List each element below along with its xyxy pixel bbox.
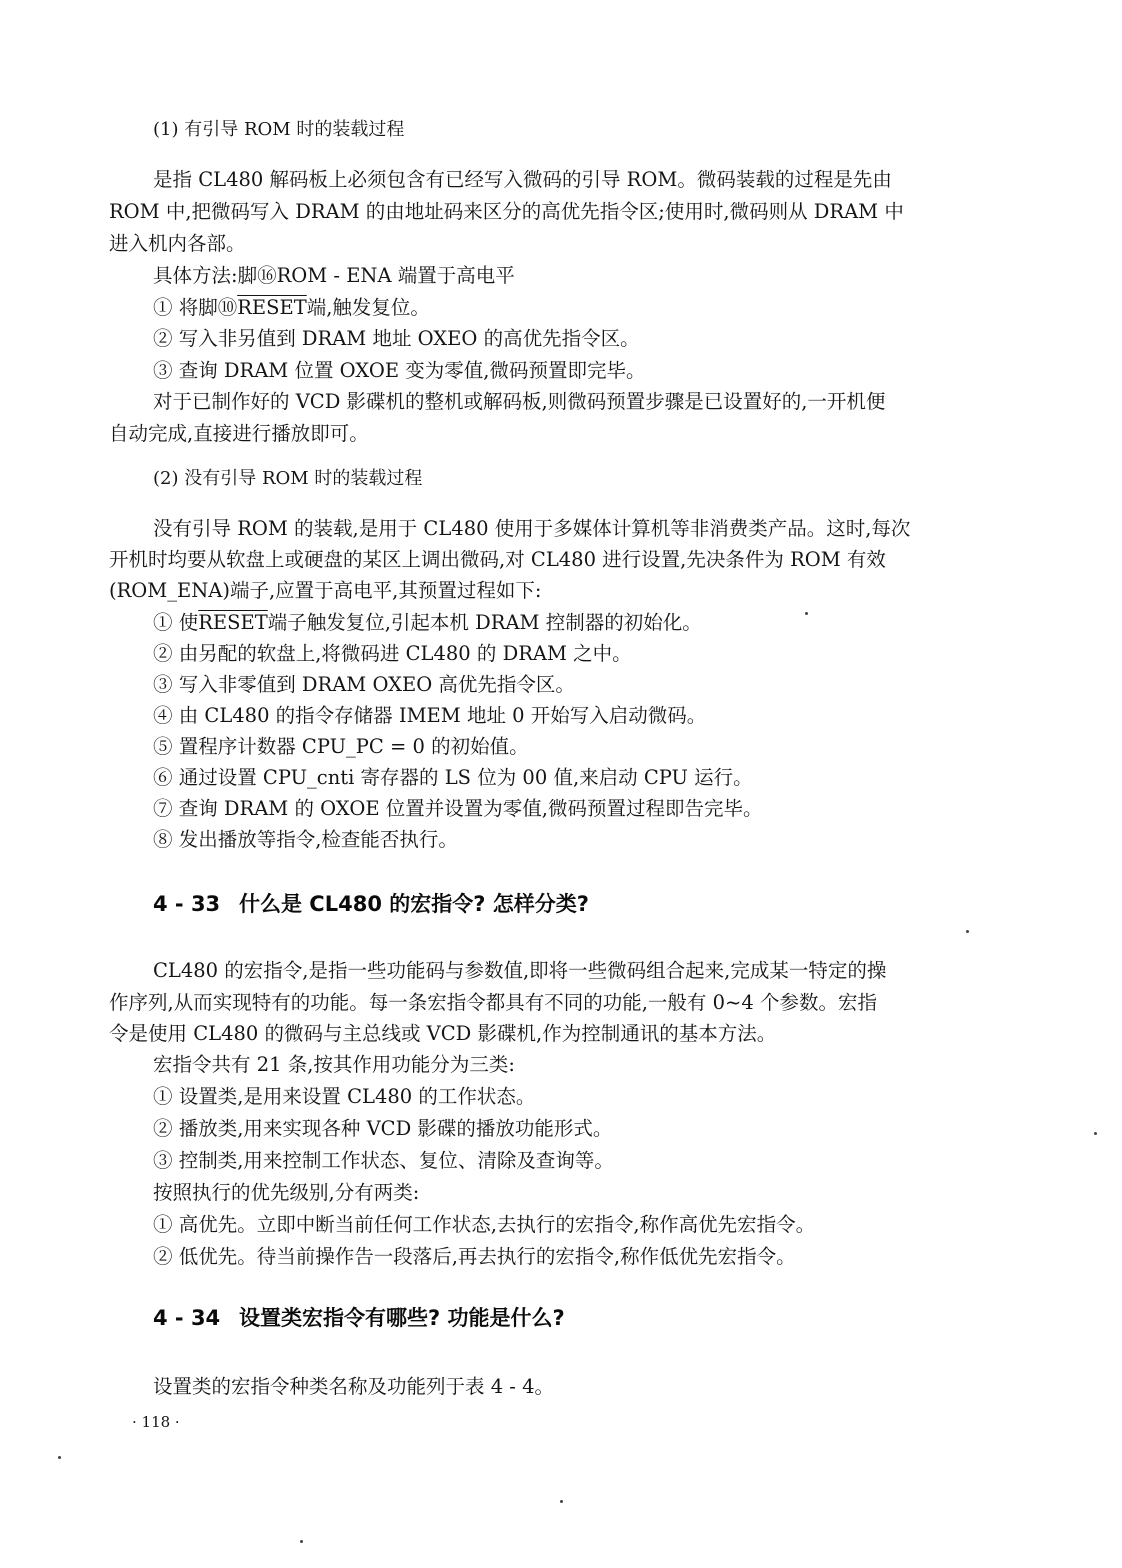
scan-speck (966, 930, 969, 933)
paragraph-line: 开机时均要从软盘上或硬盘的某区上调出微码,对 CL480 进行设置,先决条件为 ROM 有效 (109, 548, 886, 571)
list-item: ② 由另配的软盘上,将微码进 CL480 的 DRAM 之中。 (153, 642, 632, 665)
list-item: ② 低优先。待当前操作告一段落后,再去执行的宏指令,称作低优先宏指令。 (153, 1245, 796, 1268)
paragraph-line: 没有引导 ROM 的装载,是用于 CL480 使用于多媒体计算机等非消费类产品。这时,每次 (153, 517, 911, 540)
paragraph-line: 宏指令共有 21 条,按其作用功能分为三类: (153, 1053, 515, 1076)
step-suffix: 端,触发复位。 (306, 296, 430, 319)
list-item: ③ 写入非零值到 DRAM OXEO 高优先指令区。 (153, 673, 575, 696)
step-prefix: ① 将脚⑩ (153, 296, 238, 319)
scan-speck (560, 1500, 563, 1503)
scan-speck (300, 1540, 303, 1543)
list-item (153, 610, 702, 636)
paragraph-line: 作序列,从而实现特有的功能。每一条宏指令都具有不同的功能,一般有 0~4 个参数。宏指 (109, 991, 877, 1014)
list-item: ② 写入非另值到 DRAM 地址 OXEO 的高优先指令区。 (153, 327, 640, 350)
reset-overline-text: RESET (198, 611, 268, 634)
subheading-without-boot-rom: (2) 没有引导 ROM 时的装载过程 (153, 468, 423, 489)
list-item: ③ 查询 DRAM 位置 OXOE 变为零值,微码预置即完毕。 (153, 359, 646, 382)
paragraph-line: 自动完成,直接进行播放即可。 (109, 422, 369, 445)
heading-number: 4 - 34 (153, 1306, 221, 1330)
list-item: ⑤ 置程序计数器 CPU_PC = 0 的初始值。 (153, 735, 529, 758)
reset-overline-text: RESET (237, 296, 307, 319)
step-suffix: 端子触发复位,引起本机 DRAM 控制器的初始化。 (267, 611, 702, 634)
subheading-with-boot-rom: (1) 有引导 ROM 时的装载过程 (153, 119, 405, 140)
paragraph-line: 进入机内各部。 (109, 232, 246, 255)
paragraph-line: 按照执行的优先级别,分有两类: (153, 1181, 420, 1204)
paragraph-line: CL480 的宏指令,是指一些功能码与参数值,即将一些微码组合起来,完成某一特定的操 (153, 959, 887, 982)
list-item: ① 高优先。立即中断当前任何工作状态,去执行的宏指令,称作高优先宏指令。 (153, 1213, 816, 1236)
heading-title: 什么是 CL480 的宏指令? 怎样分类? (239, 892, 589, 916)
list-item (153, 295, 430, 321)
list-item: ⑦ 查询 DRAM 的 OXOE 位置并设置为零值,微码预置过程即告完毕。 (153, 797, 763, 820)
heading-title: 设置类宏指令有哪些? 功能是什么? (239, 1306, 565, 1330)
scan-speck (805, 612, 808, 615)
page-number: · 118 · (132, 1413, 180, 1431)
section-heading-4-33 (153, 890, 589, 918)
paragraph-line: 设置类的宏指令种类名称及功能列于表 4 - 4。 (153, 1375, 554, 1398)
step-prefix: ① 使 (153, 611, 199, 634)
heading-number: 4 - 33 (153, 892, 221, 916)
list-item: ① 设置类,是用来设置 CL480 的工作状态。 (153, 1085, 536, 1108)
scan-speck (1094, 1132, 1097, 1135)
section-heading-4-34 (153, 1304, 565, 1332)
list-item: ② 播放类,用来实现各种 VCD 影碟的播放功能形式。 (153, 1117, 613, 1140)
list-item: ⑥ 通过设置 CPU_cnti 寄存器的 LS 位为 00 值,来启动 CPU 运行。 (153, 766, 753, 789)
scan-speck (58, 1456, 61, 1459)
paragraph-line: 令是使用 CL480 的微码与主总线或 VCD 影碟机,作为控制通讯的基本方法。 (109, 1022, 777, 1045)
paragraph-line: (ROM_ENA)端子,应置于高电平,其预置过程如下: (109, 579, 542, 602)
paragraph-line: 对于已制作好的 VCD 影碟机的整机或解码板,则微码预置步骤是已设置好的,一开机便 (153, 390, 886, 413)
paragraph-line: 是指 CL480 解码板上必须包含有已经写入微码的引导 ROM。微码装载的过程是先由 (153, 168, 892, 191)
list-item: ⑧ 发出播放等指令,检查能否执行。 (153, 828, 458, 851)
list-item: ④ 由 CL480 的指令存储器 IMEM 地址 0 开始写入启动微码。 (153, 704, 707, 727)
method-line: 具体方法:脚⑯ROM - ENA 端置于高电平 (153, 264, 515, 287)
list-item: ③ 控制类,用来控制工作状态、复位、清除及查询等。 (153, 1149, 614, 1172)
paragraph-line: ROM 中,把微码写入 DRAM 的由地址码来区分的高优先指令区;使用时,微码则从 DRAM 中 (109, 200, 904, 223)
